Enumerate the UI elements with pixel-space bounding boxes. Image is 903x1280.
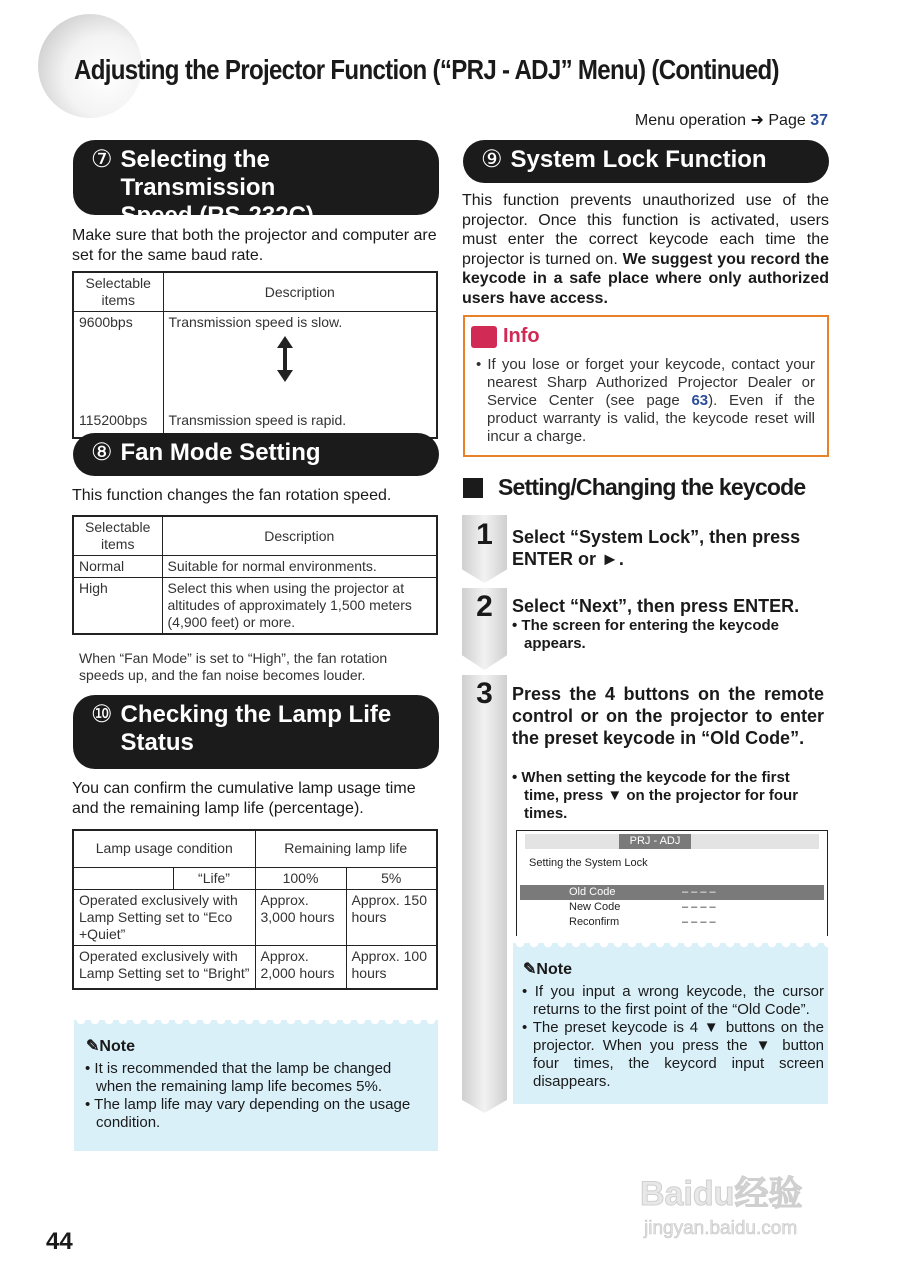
menu-operation-ref [635, 110, 828, 130]
col-header: Description [162, 516, 437, 556]
s8-intro: This function changes the fan rotation speed. [72, 487, 392, 504]
screen-row-old-code[interactable] [520, 885, 824, 900]
step-tab [462, 675, 507, 1113]
note-text: The preset keycode is 4 ▼ buttons on the projector. When you press the ▼ button four times, the keycord input screen disappears. [532, 1019, 824, 1090]
s10-intro: You can confirm the cumulative lamp usage time and the remaining lamp life (percentage). [72, 780, 416, 817]
row-value: – – – – [682, 886, 716, 898]
square-bullet-icon [463, 478, 483, 498]
info-text: If you lose or forget your keycode, contact your nearest Sharp Authorized Projector Dealer or Service Center (see page [487, 356, 815, 409]
cell: Transmission speed is rapid. [163, 410, 437, 438]
row-label: Reconfirm [569, 916, 620, 928]
col-header: “Life” [173, 867, 255, 889]
col-header: Selectable items [73, 272, 163, 312]
info-title: Info [503, 325, 540, 347]
note-title: Note [99, 1038, 135, 1055]
section-number: ⑧ [91, 439, 113, 466]
step-title: Select “Next”, then press ENTER. [512, 596, 800, 616]
step-sub-text: When setting the keycode for the first time, press ▼ on the projector for four times. [521, 769, 799, 822]
note-heading [86, 1036, 426, 1056]
step-title: Select “System Lock”, then press ENTER or ►. [512, 527, 801, 569]
s7-intro: Make sure that both the projector and computer are set for the same baud rate. [72, 227, 437, 264]
s9-intro [462, 191, 829, 308]
cell: Approx. 3,000 hours [255, 889, 346, 945]
page-title: Adjusting the Projector Function (“PRJ - ADJ” Menu) (Continued) [74, 54, 779, 85]
lamp-note-box [74, 1020, 438, 1151]
system-lock-screen [516, 830, 828, 936]
col-header: Selectable items [73, 516, 162, 556]
intro-bold: We suggest you record the keycode in a safe place where only authorized users have access. [462, 250, 830, 307]
menu-operation-label: Menu operation ➜ Page [634, 112, 806, 129]
cell: Operated exclusively with Lamp Setting set to “Bright” [73, 945, 255, 989]
note-heading [523, 959, 824, 979]
pencil-icon: ✎ [86, 1038, 100, 1055]
row-label: Old Code [569, 886, 616, 898]
step-sub: • When setting the keycode for the first time, press ▼ on the projector for four times. [512, 769, 799, 822]
intro-text: This function prevents unauthorized use of the projector. Once this function is activated, users must enter the correct keycode each time the projector is turned on. [462, 192, 829, 268]
cell: Approx. 2,000 hours [255, 945, 346, 989]
col-header: 100% [255, 867, 346, 889]
step-sub: • The screen for entering the keycode appears. [512, 617, 779, 652]
cell: Normal [73, 556, 162, 578]
screen-rows [517, 885, 827, 930]
section-8-header [73, 433, 439, 476]
book-icon [471, 326, 497, 348]
section-title: System Lock Function [510, 146, 767, 173]
cell: 9600bps [73, 312, 163, 410]
step-number: 1 [476, 518, 493, 551]
section-number: ⑩ [91, 701, 113, 728]
row-value: – – – – [682, 916, 716, 928]
cell: Suitable for normal environments. [162, 556, 437, 578]
step-title: Press the 4 buttons on the remote control or on the projector to enter the preset keycode in “Old Code”. [512, 684, 824, 748]
screen-row-new-code[interactable] [520, 900, 824, 915]
info-page-link[interactable]: 63 [691, 392, 709, 409]
note-item: • The lamp life may vary depending on the usage condition. [85, 1096, 411, 1131]
cell: High [73, 578, 162, 635]
row-label: New Code [569, 901, 621, 913]
col-header: Lamp usage condition [73, 830, 255, 867]
empty-cell [73, 867, 173, 889]
watermark-logo: Baidu经验 [640, 1175, 803, 1213]
note-title: Note [536, 961, 572, 978]
note-item: • It is recommended that the lamp be changed when the remaining lamp life becomes 5%. [85, 1060, 392, 1095]
fan-mode-table [72, 515, 438, 635]
cell: Operated exclusively with Lamp Setting set to “Eco +Quiet” [73, 889, 255, 945]
cell: Approx. 150 hours [346, 889, 437, 945]
step-number: 3 [476, 677, 493, 710]
section-number: ⑦ [91, 146, 113, 173]
info-text-2: ). Even if the product warranty is valid, the keycode reset will incur a charge. [487, 392, 815, 445]
lamp-life-table [72, 829, 438, 990]
cell: 115200bps [73, 410, 163, 438]
note-border [513, 943, 828, 953]
note-text: It is recommended that the lamp be changed when the remaining lamp life becomes 5%. [94, 1060, 392, 1095]
section-7-header [73, 140, 439, 229]
screen-label: Setting the System Lock [529, 857, 648, 869]
section-10-header [73, 695, 439, 769]
col-header: 5% [346, 867, 437, 889]
row-value: – – – – [682, 901, 716, 913]
screen-menu-bar [525, 834, 819, 849]
cell-text: Transmission speed is slow. [168, 314, 343, 330]
screen-row-reconfirm[interactable] [520, 915, 824, 930]
section-title: Checking the Lamp Life [120, 701, 392, 728]
section-title: Selecting the Transmission [120, 146, 276, 201]
baud-table [72, 271, 438, 439]
menu-page-link[interactable]: 37 [810, 112, 828, 129]
step-number: 2 [476, 590, 493, 623]
note-item: • The preset keycode is 4 ▼ buttons on the projector. When you press the ▼ button four times, the keycord input screen disappears. [522, 1019, 824, 1090]
up-down-arrow-icon [276, 336, 294, 382]
screen-tab: PRJ - ADJ [619, 834, 691, 849]
section-title-2: Status [120, 729, 194, 756]
section-number: ⑨ [481, 146, 503, 173]
keycode-note-box [513, 943, 828, 1104]
col-header: Description [163, 272, 437, 312]
info-item: • If you lose or forget your keycode, contact your nearest Sharp Authorized Projector Dealer or Service Center (see page 63). Even if the product warranty is valid, the keycode reset will incur a charge. [476, 356, 815, 445]
note-text: If you input a wrong keycode, the cursor returns to the first point of the “Old Code”. [533, 983, 824, 1018]
keycode-heading: Setting/Changing the keycode [498, 474, 806, 500]
section-title: Fan Mode Setting [120, 439, 321, 466]
step-sub-text: The screen for entering the keycode appears. [521, 617, 779, 652]
watermark-url: jingyan.baidu.com [644, 1218, 798, 1239]
info-box [463, 315, 829, 457]
section-9-header [463, 140, 829, 183]
note-text: The lamp life may vary depending on the usage condition. [94, 1096, 411, 1131]
note-border [74, 1020, 438, 1030]
cell: Approx. 100 hours [346, 945, 437, 989]
cell: Select this when using the projector at altitudes of approximately 1,500 meters (4,900 feet) or more. [162, 578, 437, 635]
pencil-icon: ✎ [523, 961, 537, 978]
section-title-2: Speed (RS-232C) [120, 202, 314, 229]
note-item: • If you input a wrong keycode, the cursor returns to the first point of the “Old Code”. [522, 983, 824, 1018]
col-header: Remaining lamp life [255, 830, 437, 867]
cell [163, 312, 437, 410]
page-number: 44 [46, 1228, 73, 1255]
fan-footnote: When “Fan Mode” is set to “High”, the fan rotation speeds up, and the fan noise becomes louder. [79, 650, 388, 683]
info-heading [471, 325, 815, 348]
